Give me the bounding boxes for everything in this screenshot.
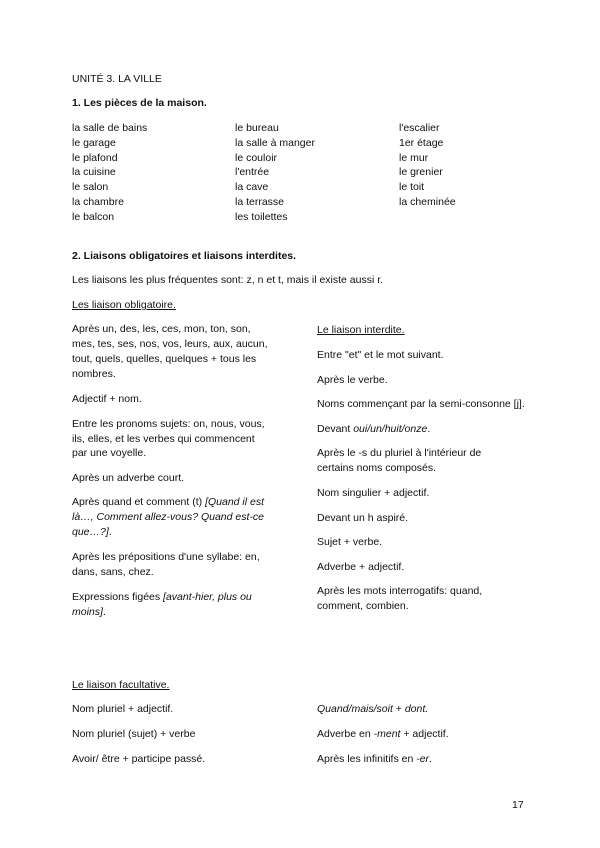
list-item: le toit bbox=[399, 181, 425, 193]
rule-text: + bbox=[392, 703, 405, 715]
list-item: l'entrée bbox=[235, 166, 270, 178]
interdite-rule-3: Noms commençant par la semi-consonne [j]. bbox=[317, 398, 525, 410]
interdite-rule-4 bbox=[317, 422, 430, 436]
rule-line: Entre les pronoms sujets: on, nous, vous, bbox=[72, 418, 265, 430]
list-item: la salle à manger bbox=[235, 137, 315, 149]
interdite-rule-6: Nom singulier + adjectif. bbox=[317, 487, 430, 499]
rule-punct: . bbox=[429, 753, 432, 765]
unit-title: UNITÉ 3. LA VILLE bbox=[72, 73, 162, 85]
rule-line: mes, tes, ses, nos, vos, leurs, aux, aucun, bbox=[72, 338, 268, 350]
interdite-heading: Le liaison interdite. bbox=[317, 324, 405, 336]
list-item: la chambre bbox=[72, 196, 124, 208]
facultative-left-3: Avoir/ être + participe passé. bbox=[72, 753, 206, 765]
rule-example: [Quand il est bbox=[205, 496, 265, 508]
list-item: le couloir bbox=[235, 152, 278, 164]
rule-line bbox=[72, 590, 252, 604]
rule-example: -ment bbox=[373, 728, 401, 740]
interdite-rule-2: Après le verbe. bbox=[317, 374, 388, 386]
list-item: le grenier bbox=[399, 166, 443, 178]
rule-punct: . bbox=[427, 423, 431, 435]
rule-text: Après les infinitifs en bbox=[317, 753, 417, 765]
facultative-right-1 bbox=[317, 702, 428, 716]
list-item: le balcon bbox=[72, 211, 115, 223]
rule-line: Après le -s du pluriel à l'intérieur de bbox=[317, 447, 482, 459]
list-item: la salle de bains bbox=[72, 122, 148, 134]
rule-line: Après les mots interrogatifs: quand, bbox=[317, 585, 483, 597]
list-item: la cheminée bbox=[399, 196, 456, 208]
facultative-heading: Le liaison facultative. bbox=[72, 679, 170, 691]
rule-line: Après les prépositions d'une syllabe: en, bbox=[72, 551, 260, 563]
list-item: la terrasse bbox=[235, 196, 285, 208]
list-item: les toilettes bbox=[235, 211, 288, 223]
interdite-rule-9: Adverbe + adjectif. bbox=[317, 561, 405, 573]
rule-example: oui/un/huit/onze bbox=[353, 423, 428, 435]
list-item: la cuisine bbox=[72, 166, 116, 178]
obligatoire-heading: Les liaison obligatoire. bbox=[72, 299, 176, 311]
list-item: le garage bbox=[72, 137, 116, 149]
section1-title: 1. Les pièces de la maison. bbox=[72, 97, 207, 109]
rule-line: par une voyelle. bbox=[72, 447, 147, 459]
interdite-rule-7: Devant un h aspiré. bbox=[317, 512, 409, 524]
rule-line bbox=[72, 495, 264, 509]
rule-text: Devant bbox=[317, 423, 354, 435]
rule-text: Adverbe en bbox=[317, 728, 374, 740]
rule-example: moins] bbox=[72, 606, 103, 618]
list-item: la cave bbox=[235, 181, 269, 193]
rule-line: tout, quels, quelles, quelques + tous les bbox=[72, 353, 257, 365]
facultative-left-1: Nom pluriel + adjectif. bbox=[72, 703, 174, 715]
rule-line bbox=[72, 605, 106, 619]
rule-text: Expressions figées bbox=[72, 591, 164, 603]
list-item: 1er étage bbox=[399, 137, 444, 149]
rule-line: Après un, des, les, ces, mon, ton, son, bbox=[72, 323, 251, 335]
rule-line: comment, combien. bbox=[317, 600, 409, 612]
rule-example: que…?] bbox=[72, 526, 109, 538]
obligatoire-rule-4: Après un adverbe court. bbox=[72, 472, 185, 484]
rule-example: Quand/mais/soit bbox=[317, 703, 393, 715]
rule-text: Après quand et comment (t) bbox=[72, 496, 206, 508]
rule-line: dans, sans, chez. bbox=[72, 566, 154, 578]
facultative-right-3 bbox=[317, 752, 432, 766]
rule-example: [avant-hier, plus ou bbox=[163, 591, 252, 603]
rule-example: dont. bbox=[404, 703, 429, 715]
interdite-rule-8: Sujet + verbe. bbox=[317, 536, 383, 548]
list-item: le bureau bbox=[235, 122, 279, 134]
list-item: le plafond bbox=[72, 152, 118, 164]
list-item: le mur bbox=[399, 152, 429, 164]
list-item: l'escalier bbox=[399, 122, 440, 134]
rule-line: nombres. bbox=[72, 368, 116, 380]
rule-text: + adjectif. bbox=[400, 728, 449, 740]
rule-line: ils, elles, et les verbes qui commencent bbox=[72, 433, 255, 445]
facultative-right-2 bbox=[317, 727, 449, 741]
section2-intro: Les liaisons les plus fréquentes sont: z, n et t, mais il existe aussi r. bbox=[72, 274, 384, 286]
rule-example: là…, Comment allez-vous? Quand est-ce bbox=[72, 511, 264, 523]
rule-line: certains noms composés. bbox=[317, 462, 437, 474]
page-number: 17 bbox=[512, 799, 524, 811]
rule-example: -er bbox=[416, 753, 430, 765]
rule-punct: . bbox=[108, 526, 112, 538]
facultative-left-2: Nom pluriel (sujet) + verbe bbox=[72, 728, 196, 740]
list-item: le salon bbox=[72, 181, 109, 193]
rule-punct: . bbox=[102, 606, 106, 618]
section2-title: 2. Liaisons obligatoires et liaisons interdites. bbox=[72, 250, 297, 262]
interdite-rule-1: Entre "et" et le mot suivant. bbox=[317, 349, 444, 361]
rule-line bbox=[72, 525, 112, 539]
obligatoire-rule-2: Adjectif + nom. bbox=[72, 393, 142, 405]
